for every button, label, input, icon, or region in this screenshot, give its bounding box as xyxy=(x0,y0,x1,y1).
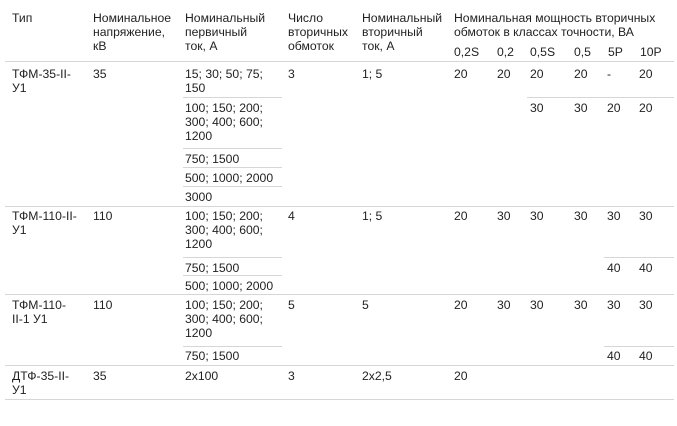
row-primary-current: 100; 150; 200; xyxy=(185,209,263,223)
header-primary-current: Номинальный xyxy=(185,11,266,25)
row-primary-current: 15; 30; 50; 75; xyxy=(185,67,263,81)
row-primary-current: 1200 xyxy=(185,326,213,340)
row-windings-count: 3 xyxy=(288,369,295,383)
row-voltage: 35 xyxy=(93,369,107,383)
row-primary-current: 300; 400; 600; xyxy=(185,223,263,237)
header-windings: обмоток xyxy=(288,39,334,53)
row-type-name: У1 xyxy=(12,81,27,95)
row-primary-current: 750; 1500 xyxy=(185,261,240,275)
row-power-value: 20 xyxy=(454,298,468,312)
row-primary-current: 150 xyxy=(185,81,206,95)
header-windings: Число xyxy=(288,11,324,25)
row-power-value: 30 xyxy=(530,298,544,312)
header-power: Номинальная мощность вторичных xyxy=(454,11,656,25)
row-type-name: У1 xyxy=(12,223,27,237)
header-divider xyxy=(5,61,674,62)
row-divider xyxy=(5,365,674,366)
primary-subrow-divider xyxy=(183,275,282,276)
row-power-value: 20 xyxy=(454,369,468,383)
row-primary-current: 300; 400; 600; xyxy=(185,312,263,326)
row-windings-count: 5 xyxy=(288,298,295,312)
row-power-value: 30 xyxy=(607,209,621,223)
row-power-value: 30 xyxy=(497,209,511,223)
header-power: обмоток в классах точности, ВА xyxy=(454,25,634,39)
row-primary-current: 1200 xyxy=(185,129,213,143)
power-subrow-divider xyxy=(604,346,674,347)
primary-subrow-divider xyxy=(183,186,282,187)
header-secondary-current: ток, А xyxy=(362,39,395,53)
row-power-value: 40 xyxy=(607,349,621,363)
header-class-3: 0,5 xyxy=(574,45,591,59)
header-primary-current: ток, А xyxy=(185,39,218,53)
row-secondary-current: 1; 5 xyxy=(362,209,383,223)
row-power-value: 20 xyxy=(639,101,653,115)
row-voltage: 35 xyxy=(93,67,107,81)
row-windings-count: 4 xyxy=(288,209,295,223)
row-type-name: II-1 У1 xyxy=(12,312,48,326)
row-power-value: 30 xyxy=(530,101,544,115)
row-power-value: 20 xyxy=(497,67,511,81)
row-type-name: ТФМ-110-II- xyxy=(12,209,77,223)
row-power-value: 20 xyxy=(454,209,468,223)
row-primary-current: 1200 xyxy=(185,237,213,251)
power-subrow-divider xyxy=(527,97,674,98)
row-primary-current: 3000 xyxy=(185,190,213,204)
row-power-value: 20 xyxy=(574,67,588,81)
row-power-value: 20 xyxy=(607,101,621,115)
row-voltage: 110 xyxy=(93,209,113,223)
row-primary-current: 100; 150; 200; xyxy=(185,101,263,115)
row-power-value: 30 xyxy=(574,298,588,312)
row-primary-current: 750; 1500 xyxy=(185,349,240,363)
header-class-4: 5P xyxy=(608,45,623,59)
row-type-name: У1 xyxy=(12,383,27,397)
row-type-name: ТФМ-35-II- xyxy=(12,67,71,81)
header-class-2: 0,5S xyxy=(530,45,556,59)
primary-subrow-divider xyxy=(183,97,282,98)
primary-subrow-divider xyxy=(183,167,282,168)
row-power-value: 30 xyxy=(639,298,653,312)
primary-subrow-divider xyxy=(183,257,282,258)
header-voltage: напряжение, xyxy=(93,25,165,39)
primary-subrow-divider xyxy=(183,148,282,149)
row-voltage: 110 xyxy=(93,298,113,312)
primary-subrow-divider xyxy=(183,346,282,347)
row-primary-current: 100; 150; 200; xyxy=(185,298,263,312)
header-class-0: 0,2S xyxy=(454,45,480,59)
header-windings: вторичных xyxy=(288,25,348,39)
row-secondary-current: 2х2,5 xyxy=(362,369,392,383)
header-primary-current: первичный xyxy=(185,25,248,39)
header-secondary-current: вторичный xyxy=(362,25,423,39)
row-secondary-current: 5 xyxy=(362,298,369,312)
row-power-value: 30 xyxy=(530,209,544,223)
header-voltage: кВ xyxy=(93,39,107,53)
row-type-name: ДТФ-35-II- xyxy=(12,369,70,383)
header-secondary-current: Номинальный xyxy=(362,11,443,25)
row-secondary-current: 1; 5 xyxy=(362,67,383,81)
row-power-value: 30 xyxy=(574,209,588,223)
row-power-value: 30 xyxy=(574,101,588,115)
row-power-value: 40 xyxy=(639,349,653,363)
row-power-value: 30 xyxy=(639,209,653,223)
row-power-value: 30 xyxy=(497,298,511,312)
row-power-value: 40 xyxy=(607,261,621,275)
row-primary-current: 300; 400; 600; xyxy=(185,115,263,129)
row-power-value: 40 xyxy=(639,261,653,275)
row-primary-current: 500; 1000; 2000 xyxy=(185,279,274,293)
power-subrow-divider xyxy=(604,257,674,258)
row-power-value: 20 xyxy=(530,67,544,81)
header-type: Тип xyxy=(12,11,33,25)
row-primary-current: 500; 1000; 2000 xyxy=(185,171,274,185)
row-primary-current: 750; 1500 xyxy=(185,152,240,166)
row-power-value: - xyxy=(607,67,612,81)
row-windings-count: 3 xyxy=(288,67,295,81)
row-type-name: ТФМ-110- xyxy=(12,298,67,312)
row-divider xyxy=(5,294,674,295)
row-power-value: 20 xyxy=(639,67,653,81)
row-divider xyxy=(5,206,674,207)
header-class-5: 10P xyxy=(640,45,662,59)
row-primary-current: 2х100 xyxy=(185,369,219,383)
header-class-1: 0,2 xyxy=(497,45,514,59)
row-power-value: 20 xyxy=(454,67,468,81)
row-power-value: 30 xyxy=(607,298,621,312)
row-divider xyxy=(5,399,674,400)
header-voltage: Номинальное xyxy=(93,11,172,25)
